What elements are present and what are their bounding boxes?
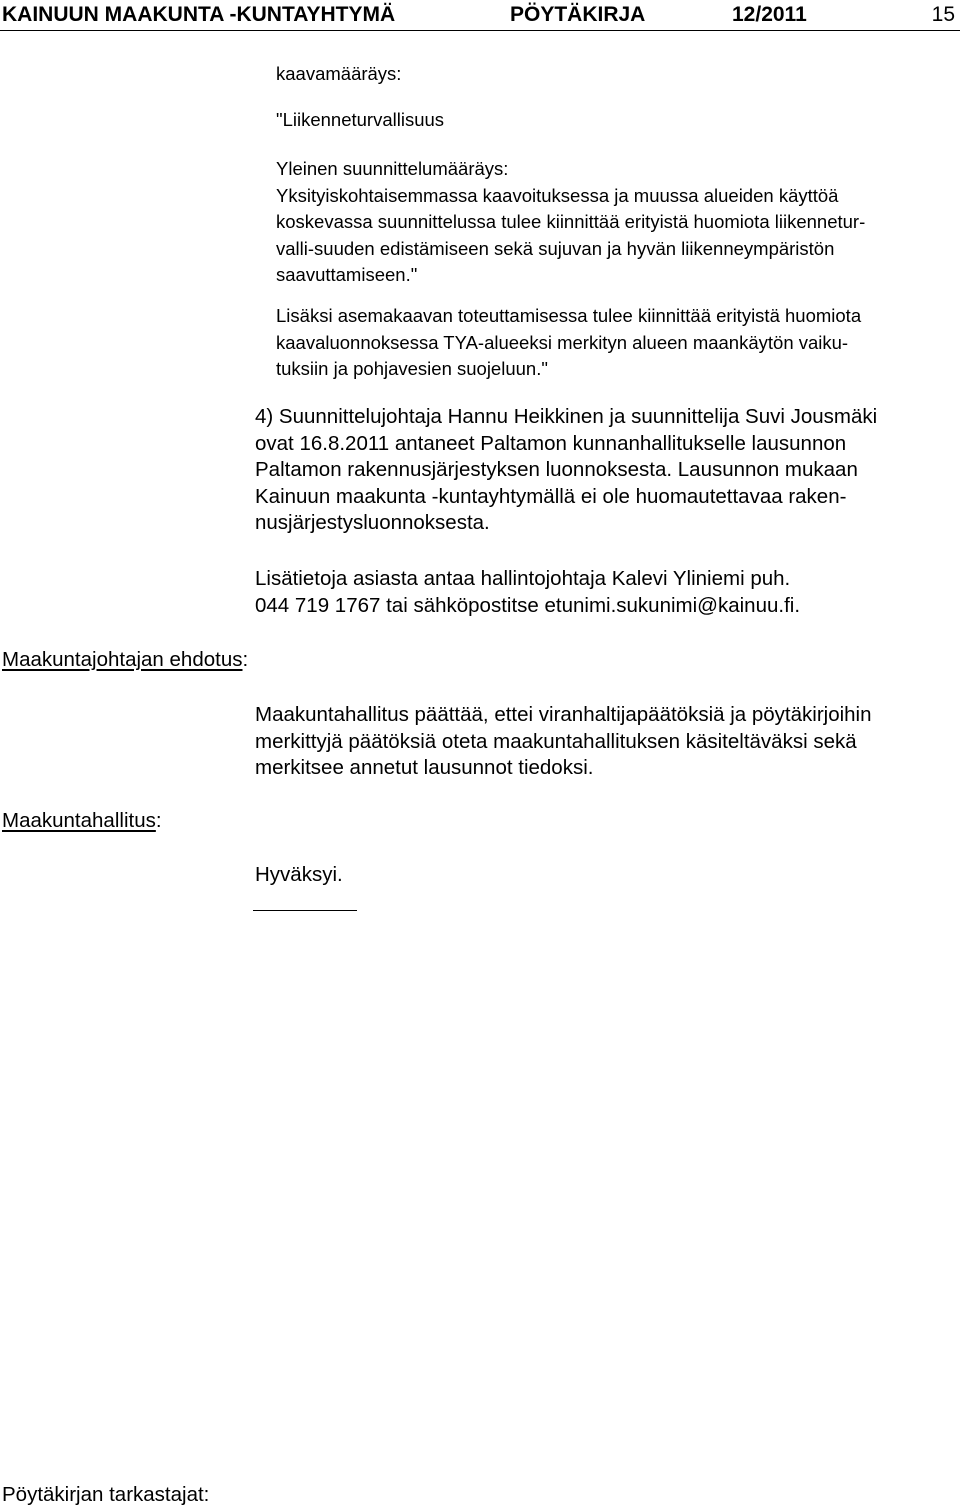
text-line: valli-suuden edistämiseen sekä sujuvan ja hyvän liikenneympäristön [276,237,835,259]
decision-underline [253,910,357,911]
text-line: merkitsee annetut lausunnot tiedoksi. [255,756,594,779]
text-line: Kainuun maakunta -kuntayhtymällä ei ole huomautettavaa raken- [255,484,847,508]
general-planning-regulation [276,156,865,289]
reviewers-label: Pöytäkirjan tarkastajat: [2,1483,210,1506]
proposal-label: Maakuntajohtajan ehdotus: [2,648,249,671]
document-type: PÖYTÄKIRJA [510,3,646,26]
text-line: Lisäksi asemakaavan toteuttamisessa tulee kiinnittää erityistä huomiota [276,305,862,326]
text-line: Paltamon rakennusjärjestyksen luonnoksesta. Lausunnon mukaan [255,458,858,481]
proposal-paragraph [255,702,872,782]
decision-text: Hyväksyi. [255,863,343,886]
text-line: Yksityiskohtaisemmassa kaavoituksessa ja muussa alueiden käyttöä [276,184,839,206]
text-line: nusjärjestysluonnoksesta. [255,511,490,534]
text-line: Yleinen suunnittelumääräys: [276,158,509,179]
text-line: merkittyjä päätöksiä oteta maakuntahallituksen käsiteltäväksi sekä [255,729,857,753]
quote-title: "Liikenneturvallisuus [276,109,445,130]
text-line: saavuttamiseen." [276,264,418,285]
page-number: 15 [931,3,955,26]
text-line: Lisätietoja asiasta antaa hallintojohtaja Kalevi Yliniemi puh. [255,567,791,590]
text-line: 044 719 1767 tai sähköpostitse etunimi.sukunimi@kainuu.fi. [255,593,801,617]
text-line: ovat 16.8.2011 antaneet Paltamon kunnanhallitukselle lausunnon [255,431,847,455]
board-label: Maakuntahallitus: [2,809,162,832]
text-line: kaavaluonnoksessa TYA-alueeksi merkityn alueen maankäytön vaiku- [276,331,849,353]
organization-name: KAINUUN MAAKUNTA -KUNTAYHTYMÄ [2,3,396,26]
page-header [0,0,960,31]
kaavamaarays-label: kaavamääräys: [276,63,402,84]
text-line: tuksiin ja pohjavesien suojeluun." [276,358,548,379]
additional-paragraph [276,303,861,383]
text-line: Maakuntahallitus päättää, ettei viranhaltijapäätöksiä ja pöytäkirjoihin [255,703,872,726]
document-number: 12/2011 [732,3,807,26]
text-line: 4) Suunnittelujohtaja Hannu Heikkinen ja suunnittelija Suvi Jousmäki [255,405,878,428]
item-4-paragraph [255,404,877,537]
text-line: koskevassa suunnittelussa tulee kiinnittää erityistä huomiota liikennetur- [276,211,866,232]
contact-paragraph [255,566,800,619]
